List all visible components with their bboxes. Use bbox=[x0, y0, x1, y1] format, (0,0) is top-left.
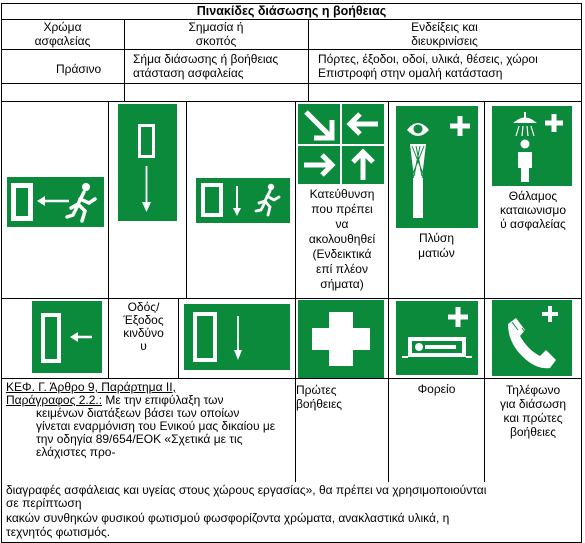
caption-eyewash bbox=[389, 231, 484, 261]
caption-line: για διάσωση bbox=[499, 397, 567, 411]
direction-arrows-icon bbox=[298, 104, 384, 184]
exit-left-arrow-icon bbox=[32, 301, 102, 373]
eyewash-icon bbox=[396, 106, 478, 228]
footnote-paragraph-ref: Παράγραφος 2.2.: bbox=[6, 393, 103, 407]
caption-line: Πλύση bbox=[418, 231, 455, 245]
header-info-line2: διευκρινίσεις bbox=[411, 34, 478, 48]
caption-stretcher bbox=[389, 383, 484, 396]
caption-line: Οδός/ bbox=[127, 300, 160, 314]
caption-line: Θάλαμος bbox=[508, 189, 558, 203]
header-color-line1: Χρώμα bbox=[43, 20, 82, 34]
caption-line: και πρώτες bbox=[503, 411, 563, 425]
caption-line: βοήθειες bbox=[296, 397, 343, 411]
footnote-line: σε περίπτωση bbox=[6, 496, 82, 510]
caption-line: Τηλέφωνο bbox=[505, 383, 561, 397]
col-divider bbox=[186, 101, 187, 298]
row-divider bbox=[1, 83, 582, 84]
table-border-left bbox=[1, 3, 2, 543]
row-divider bbox=[1, 378, 582, 379]
col-divider bbox=[484, 101, 485, 378]
first-aid-cross-icon bbox=[298, 300, 384, 378]
exit-door-down-arrow-icon bbox=[196, 178, 290, 223]
caption-line: ματιών bbox=[418, 246, 455, 260]
caption-line: ύ ασφαλείας bbox=[500, 217, 566, 231]
footnote-line: γίνεται εναρμόνιση του Ενικού μας δικαίου με bbox=[36, 419, 276, 433]
row-divider bbox=[1, 298, 582, 299]
caption-line: (Ενδεικτικά bbox=[312, 247, 372, 261]
header-meaning-line2: σκοπός bbox=[195, 34, 237, 48]
caption-line: που πρέπει bbox=[311, 202, 373, 216]
col-divider bbox=[178, 298, 179, 378]
meaning-line2: ατάσταση ασφαλείας bbox=[133, 66, 244, 80]
meaning-line1: Σήμα διάσωσης ή βοήθειας bbox=[133, 52, 279, 66]
caption-line: Κατεύθυνση bbox=[309, 187, 375, 201]
footnote-line: κακών συνθηκών φυσικού φωτισμού φωσφορίζοντα χρώματα, ανακλαστικά υλικά, η bbox=[6, 511, 450, 525]
info-line1: Πόρτες, έξοδοι, οδοί, υλικά, θέσεις, χώροι bbox=[318, 52, 538, 66]
caption-shower bbox=[485, 189, 581, 231]
stretcher-icon bbox=[396, 301, 478, 375]
caption-line: Έξοδος bbox=[123, 313, 164, 327]
footnote-line: την οδηγία 89/654/ΕΟΚ «Σχετικά με τις bbox=[36, 432, 243, 446]
caption-line: υ bbox=[140, 339, 147, 353]
footnote-line: διαγραφές ασφάλειας και υγείας στους χώρους εργασίας», θα πρέπει να χρησιμοποιούνται bbox=[6, 483, 487, 497]
footnote-line: τεχνητός φωτισμός. bbox=[6, 525, 111, 539]
color-value: Πράσινο bbox=[56, 62, 102, 76]
caption-line: σήματα) bbox=[320, 277, 364, 291]
info-line2: Επιστροφή στην ομαλή κατάσταση bbox=[318, 66, 503, 80]
row-divider bbox=[1, 49, 582, 50]
table-title: Πινακίδες διάσωσης η βοήθειας bbox=[196, 4, 387, 18]
row-divider bbox=[1, 101, 582, 102]
table-border-right bbox=[581, 3, 582, 543]
col-divider bbox=[108, 101, 109, 298]
caption-line: κινδύνο bbox=[123, 326, 164, 340]
row-divider bbox=[1, 19, 582, 20]
caption-phone bbox=[485, 383, 581, 439]
header-info-line1: Ενδείξεις και bbox=[411, 20, 478, 34]
header-color-line2: ασφαλείας bbox=[34, 34, 91, 48]
caption-line: καταιωνισμο bbox=[500, 203, 566, 217]
caption-line: επί πλέον bbox=[316, 262, 368, 276]
safety-shower-icon bbox=[492, 106, 572, 186]
door-down-arrow-icon bbox=[118, 104, 177, 221]
caption-exit-route bbox=[109, 301, 178, 353]
exit-route-icon bbox=[184, 304, 290, 370]
caption-direction bbox=[296, 187, 388, 292]
caption-line: Φορείο bbox=[417, 382, 456, 396]
footnote-line: κειμένων διατάξεων βάσει των οποίων bbox=[36, 406, 240, 420]
caption-line: να bbox=[335, 217, 349, 231]
footnote-line: ελάχιστες προ- bbox=[36, 445, 116, 459]
caption-line: Πρώτες bbox=[296, 383, 337, 397]
caption-line: ακολουθηθεί bbox=[308, 232, 376, 246]
emergency-phone-icon bbox=[492, 300, 572, 376]
caption-line: βοήθειες bbox=[509, 425, 557, 439]
footnote-text: Με την επιφύλαξη των bbox=[102, 393, 224, 407]
exit-left-running-icon bbox=[7, 177, 104, 227]
header-meaning-line1: Σημασία ή bbox=[188, 20, 244, 34]
footnote-reference: ΚΕΦ. Γ. Άρθρο 9, Παράρτημα ΙΙ, bbox=[6, 380, 176, 394]
caption-first-aid bbox=[296, 383, 356, 411]
